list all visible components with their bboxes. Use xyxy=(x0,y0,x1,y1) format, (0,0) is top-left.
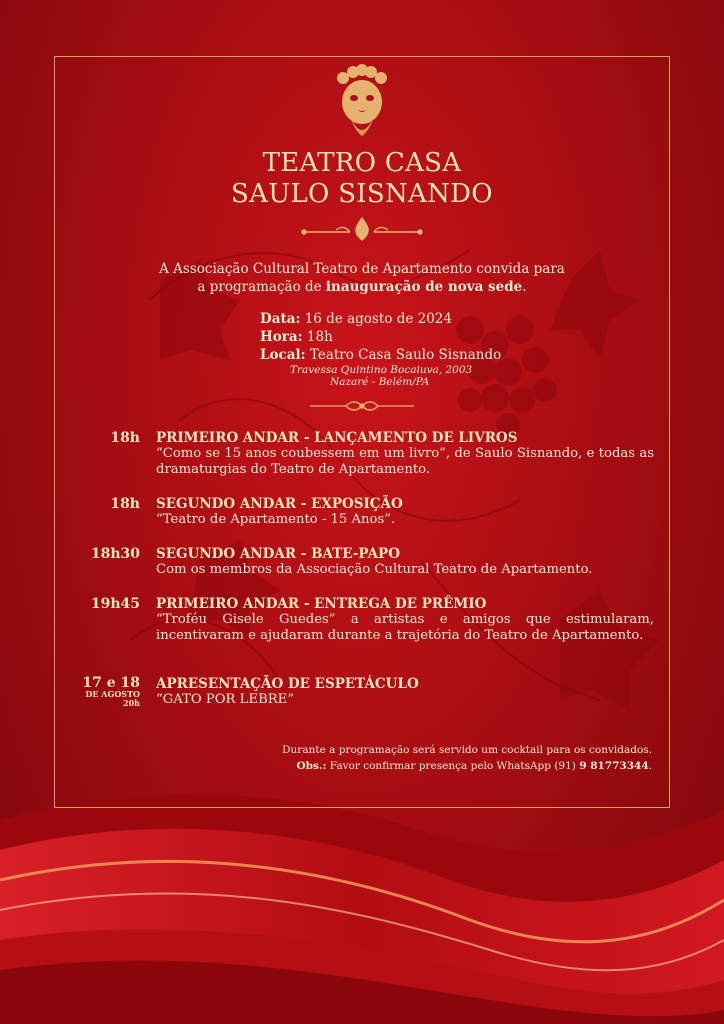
event-days: 17 e 18 xyxy=(82,675,140,691)
page-title xyxy=(0,148,724,210)
intro-line-2-prefix: a programação de xyxy=(197,279,326,295)
intro-highlight: inauguração de nova sede xyxy=(325,279,523,295)
obs-text: Favor confirmar presença pelo WhatsApp (91) xyxy=(326,760,580,772)
event-title: PRIMEIRO ANDAR - ENTREGA DE PRÊMIO xyxy=(156,596,487,612)
obs-label: Obs.: xyxy=(296,760,327,772)
title-line-2: SAULO SISNANDO xyxy=(231,179,493,209)
event-time: 18h xyxy=(110,430,140,446)
ornamental-divider-middle xyxy=(306,398,418,414)
event-time: 18h30 xyxy=(90,546,140,562)
bacchus-mask-logo xyxy=(331,64,393,140)
event-description: “GATO POR LEBRE” xyxy=(156,692,295,707)
event-title: PRIMEIRO ANDAR - LANÇAMENTO DE LIVROS xyxy=(156,430,518,446)
intro-line-1: A Associação Cultural Teatro de Apartamento convida para xyxy=(159,261,565,277)
event-time: 19h45 xyxy=(90,596,140,612)
event-description: “Teatro de Apartamento - 15 Anos”. xyxy=(156,512,396,527)
place-row xyxy=(260,346,501,364)
event-description: “Como se 15 anos coubessem em um livro”, de Saulo Sisnando, e todas as dramaturgias do Teatro de Apartamento. xyxy=(156,446,654,477)
intro-text xyxy=(0,260,724,296)
footer-notes xyxy=(282,742,652,774)
whatsapp-number: 9 81773344 xyxy=(579,760,649,772)
event-title: SEGUNDO ANDAR - EXPOSIÇÃO xyxy=(156,496,403,512)
obs-end: . xyxy=(648,760,652,772)
event-month: DE AGOSTO xyxy=(85,689,140,699)
event-time: 18h xyxy=(110,496,140,512)
date-value: 16 de agosto de 2024 xyxy=(300,311,452,327)
event-time xyxy=(80,676,140,708)
place-value: Teatro Casa Saulo Sisnando xyxy=(305,347,502,363)
ornamental-divider-top xyxy=(300,214,424,244)
red-silk-waves xyxy=(0,780,724,1024)
time-row xyxy=(260,328,501,346)
address-line-2: Nazaré - Belém/PA xyxy=(330,376,430,388)
date-label: Data: xyxy=(260,311,301,327)
event-details xyxy=(260,310,501,388)
intro-line-2 xyxy=(0,278,724,296)
address-line-1: Travessa Quintino Bocaiuva, 2003 xyxy=(290,364,473,376)
cocktail-note: Durante a programação será servido um cocktail para os convidados. xyxy=(282,744,652,756)
event-description: Com os membros da Associação Cultural Teatro de Apartamento. xyxy=(156,562,593,577)
time-label: Hora: xyxy=(260,329,303,345)
intro-line-2-suffix: . xyxy=(522,279,527,295)
event-hour: 20h xyxy=(123,698,140,708)
event-title: SEGUNDO ANDAR - BATE-PAPO xyxy=(156,546,400,562)
rsvp-note xyxy=(282,758,652,774)
date-row xyxy=(260,310,501,328)
place-label: Local: xyxy=(260,347,306,363)
event-title: APRESENTAÇÃO DE ESPETÁCULO xyxy=(156,676,419,692)
title-line-1: TEATRO CASA xyxy=(262,148,462,178)
event-description: “Troféu Gisele Guedes” a artistas e amigos que estimularam, incentivaram e ajudaram durante a trajetória do Teatro de Apartamento. xyxy=(156,612,654,643)
time-value: 18h xyxy=(302,329,333,345)
